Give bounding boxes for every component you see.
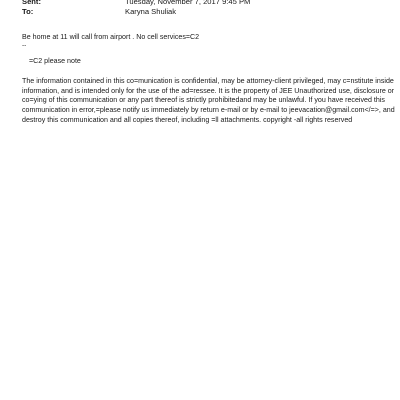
disclaimer-line: communication in error,=please notify us immediately by return e-mail or by e-mail to jeevacation@gmail.com</=>, and <box>22 106 395 115</box>
disclaimer-line: destroy this communication and all copies thereof, including =ll attachments. copyright -all rights reserved <box>22 115 353 124</box>
confidentiality-disclaimer <box>22 77 395 126</box>
to-value: Karyna Shuliak <box>125 7 177 16</box>
disclaimer-line: co=ying of this communication or any part thereof is strictly prohibitedand may be unlawful. If you have received this <box>22 96 385 105</box>
note-text: =C2 please note <box>29 57 81 65</box>
to-row <box>22 7 176 16</box>
message-text: Be home at 11 will call from airport . No cell services=C2 <box>22 33 200 41</box>
sent-row <box>22 0 250 6</box>
signature-separator: -- <box>22 42 27 49</box>
disclaimer-line: information, and is intended only for the use of the ad=ressee. It is the property of JEE Unauthorized use, disclosure or <box>22 86 395 95</box>
sent-value: Tuesday, November 7, 2017 9:45 PM <box>125 0 251 6</box>
to-label: To: <box>22 7 34 16</box>
disclaimer-line: The information contained in this co=munication is confidential, may be attorney-client privileged, may c=nstitute inside <box>22 77 394 85</box>
sent-label: Sent: <box>22 0 41 6</box>
